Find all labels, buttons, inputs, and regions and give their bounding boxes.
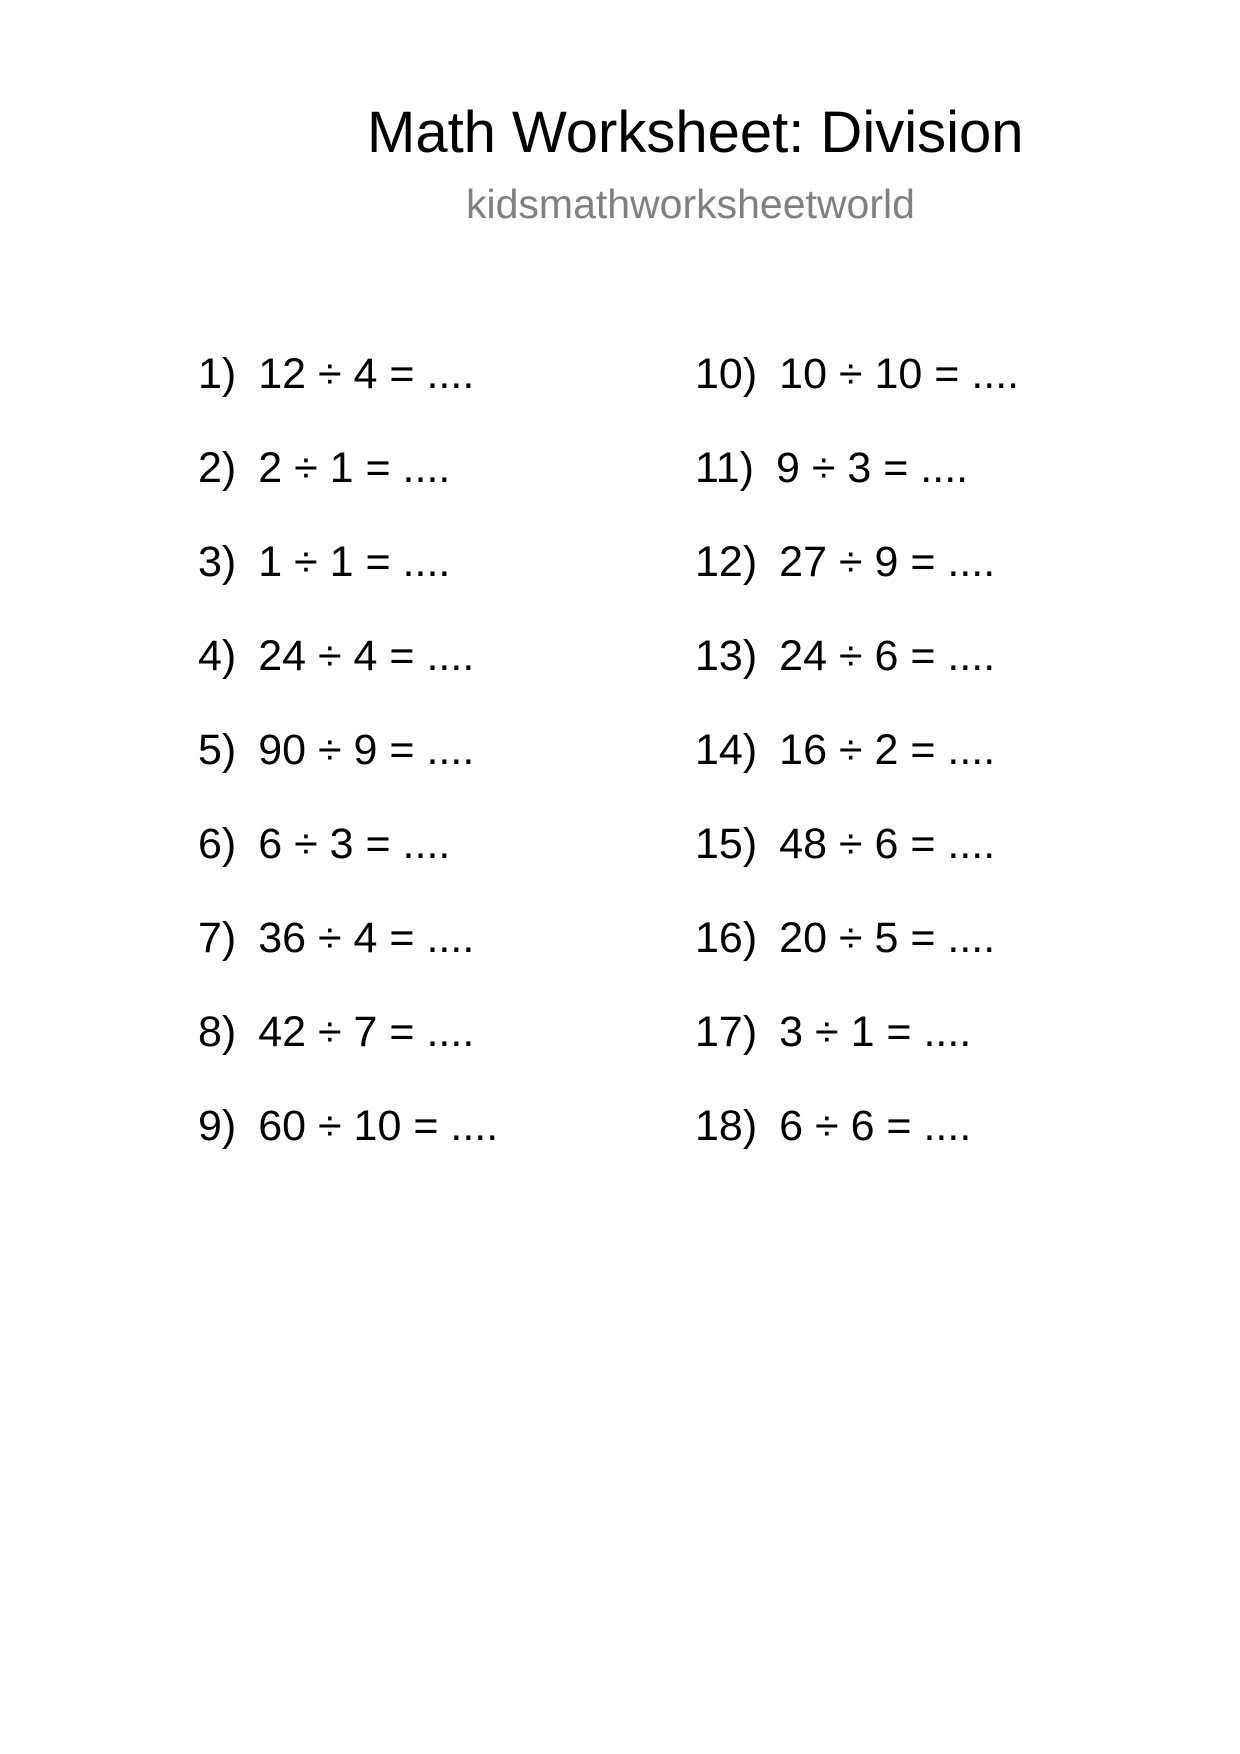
problem-number: 8) xyxy=(198,1008,237,1056)
problem-number: 6) xyxy=(198,820,237,868)
problem-expression: 24 ÷ 6 = .... xyxy=(779,632,996,680)
problem-expression: 2 ÷ 1 = .... xyxy=(258,444,451,492)
problem-expression: 12 ÷ 4 = .... xyxy=(258,350,475,398)
problem-expression: 6 ÷ 3 = .... xyxy=(258,820,451,868)
problem-number: 13) xyxy=(695,632,758,680)
problem-expression: 6 ÷ 6 = .... xyxy=(779,1102,972,1150)
problem-expression: 90 ÷ 9 = .... xyxy=(258,726,475,774)
problem-expression: 10 ÷ 10 = .... xyxy=(779,350,1020,398)
problem-number: 18) xyxy=(695,1102,758,1150)
problem-expression: 16 ÷ 2 = .... xyxy=(779,726,996,774)
problem-expression: 36 ÷ 4 = .... xyxy=(258,914,475,962)
problem-expression: 3 ÷ 1 = .... xyxy=(779,1008,972,1056)
problem-number: 12) xyxy=(695,538,758,586)
problem-number: 1) xyxy=(198,350,237,398)
problem-item xyxy=(198,1004,498,1098)
problem-number: 5) xyxy=(198,726,237,774)
problem-expression: 1 ÷ 1 = .... xyxy=(258,538,451,586)
problem-expression: 42 ÷ 7 = .... xyxy=(258,1008,475,1056)
problem-item xyxy=(695,816,1019,910)
problem-number: 2) xyxy=(198,444,237,492)
problem-number: 17) xyxy=(695,1008,758,1056)
problem-expression: 60 ÷ 10 = .... xyxy=(258,1102,499,1150)
problem-expression: 9 ÷ 3 = .... xyxy=(775,444,969,492)
problem-item xyxy=(198,816,498,910)
problem-item xyxy=(198,1098,498,1192)
problem-number: 15) xyxy=(695,820,758,868)
problem-item xyxy=(695,1098,1019,1192)
problem-item xyxy=(695,346,1019,440)
problem-item xyxy=(198,440,498,534)
worksheet-subtitle: kidsmathworksheetworld xyxy=(466,181,915,227)
problem-number: 14) xyxy=(695,726,758,774)
problem-item xyxy=(695,628,1019,722)
problems-right-column xyxy=(695,346,1019,1192)
problem-item xyxy=(695,722,1019,816)
problem-number: 10) xyxy=(695,350,758,398)
problem-expression: 48 ÷ 6 = .... xyxy=(779,820,996,868)
problem-number: 16) xyxy=(695,914,758,962)
problems-left-column xyxy=(198,346,498,1192)
problem-expression: 20 ÷ 5 = .... xyxy=(779,914,996,962)
problem-number: 9) xyxy=(198,1102,237,1150)
worksheet-title: Math Worksheet: Division xyxy=(367,100,1024,165)
problem-number: 11) xyxy=(695,444,754,492)
problem-item xyxy=(695,440,1019,534)
problem-number: 4) xyxy=(198,632,237,680)
problem-item xyxy=(198,346,498,440)
problem-item xyxy=(695,910,1019,1004)
problem-item xyxy=(695,1004,1019,1098)
problem-item xyxy=(198,910,498,1004)
problem-item xyxy=(198,534,498,628)
problem-item xyxy=(198,722,498,816)
problem-item xyxy=(695,534,1019,628)
problem-expression: 27 ÷ 9 = .... xyxy=(779,538,996,586)
problem-item xyxy=(198,628,498,722)
problem-number: 3) xyxy=(198,538,237,586)
problem-number: 7) xyxy=(198,914,237,962)
problem-expression: 24 ÷ 4 = .... xyxy=(258,632,475,680)
